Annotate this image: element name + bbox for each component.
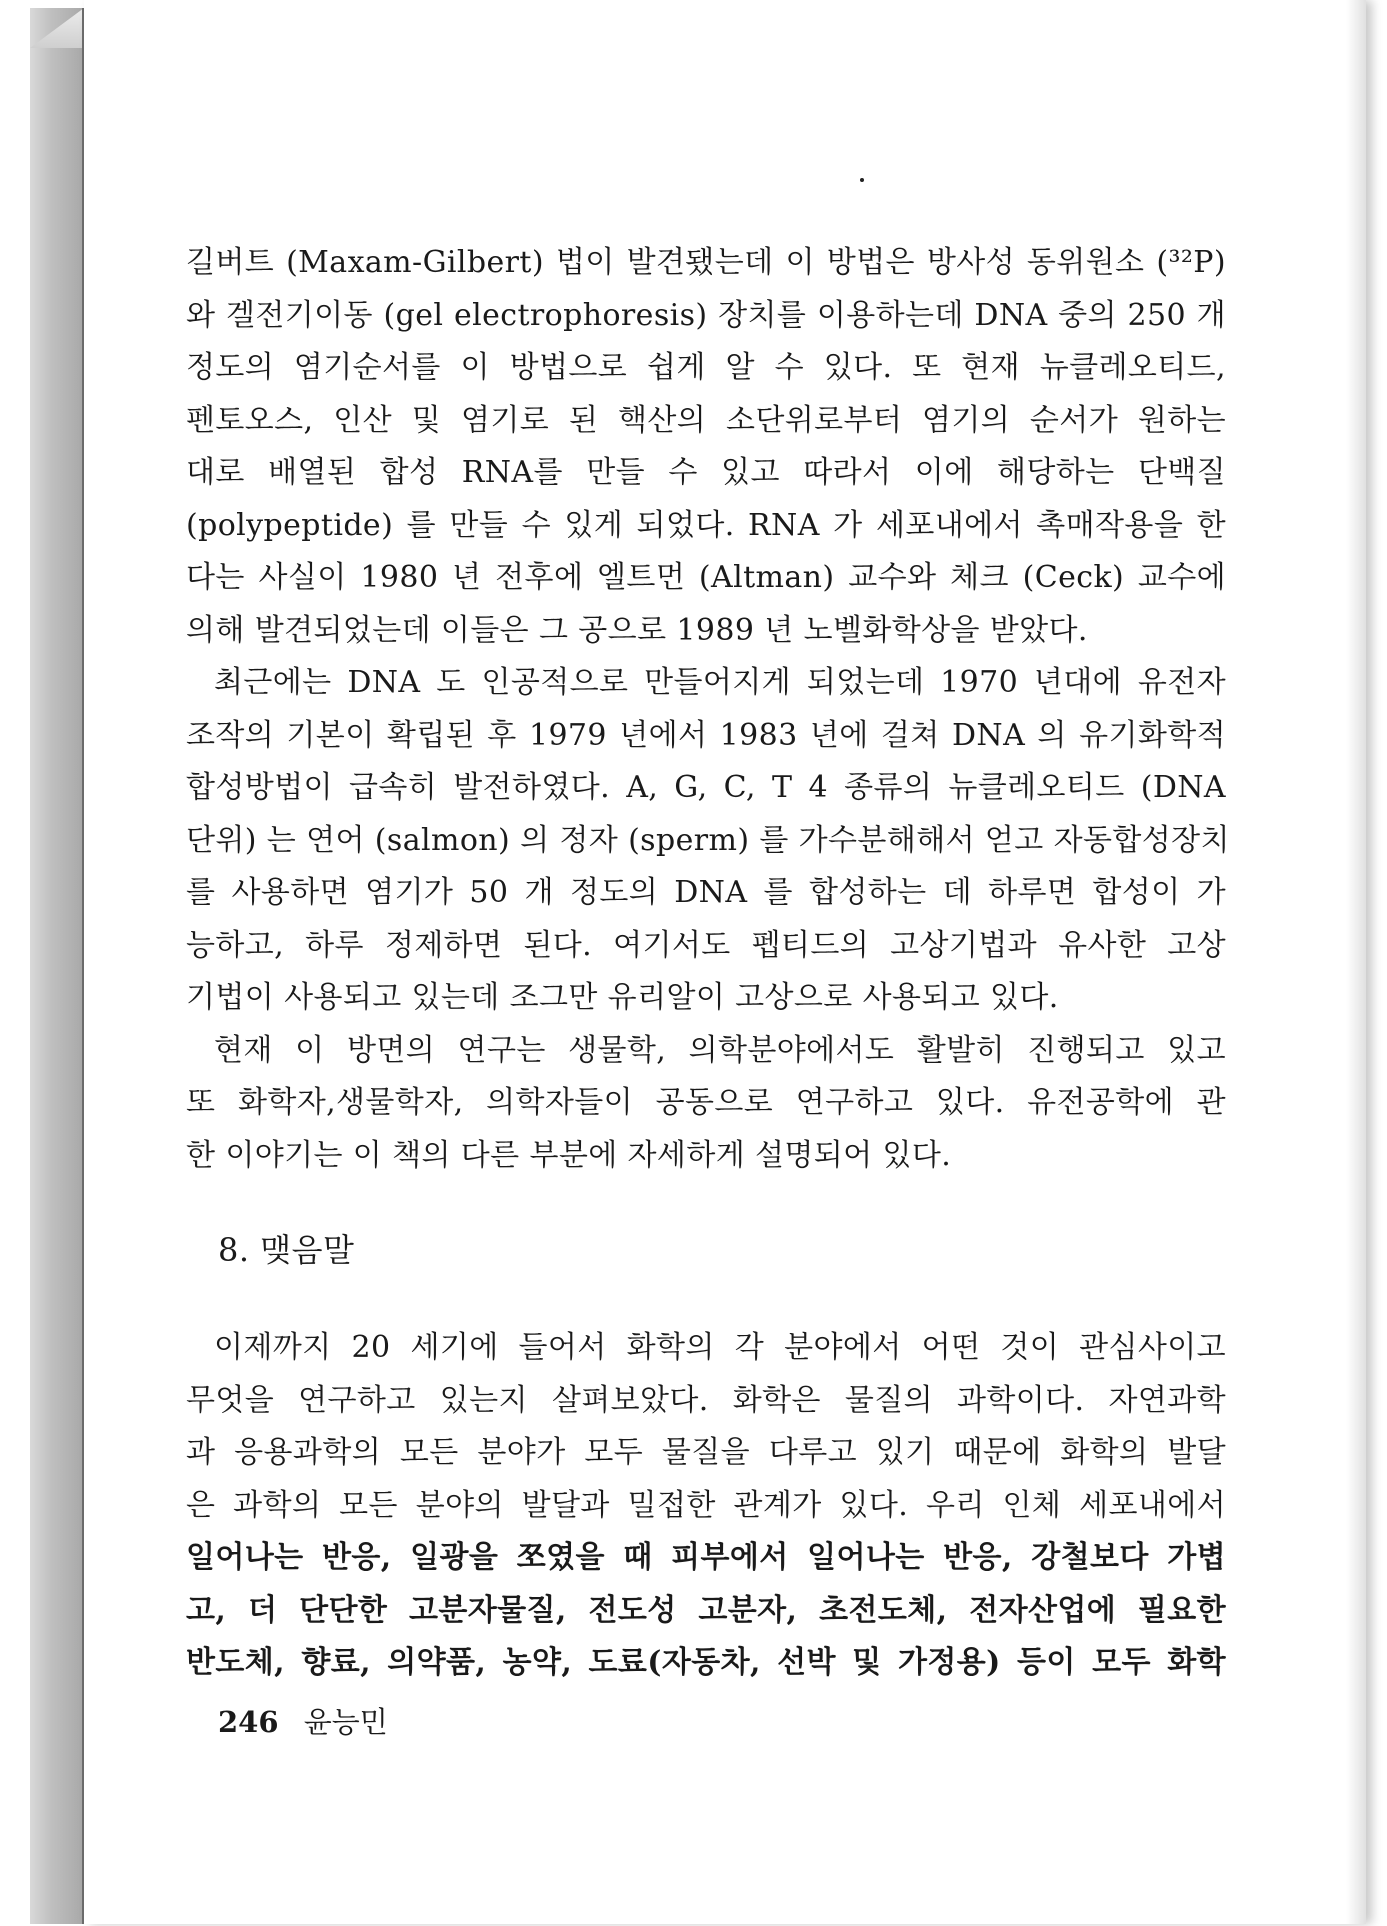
text-line: 정도의 염기순서를 이 방법으로 쉽게 알 수 있다. 또 현재 뉴클레오티드, [186, 350, 1226, 385]
text-line: 이제까지 20 세기에 들어서 화학의 각 분야에서 어떤 것이 관심사이고 [214, 1330, 1226, 1365]
text-line: 다는 사실이 1980 년 전후에 엘트먼 (Altman) 교수와 체크 (Ceck) 교수에 [186, 560, 1226, 595]
body-text-top [186, 237, 1230, 1182]
text-line: 합성방법이 급속히 발전하였다. A, G, C, T 4 종류의 뉴클레오티드 (DNA [186, 770, 1226, 805]
text-line: 를 사용하면 염기가 50 개 정도의 DNA 를 합성하는 데 하루면 합성이 가 [186, 875, 1226, 910]
text-line: 한 이야기는 이 책의 다른 부분에 자세하게 설명되어 있다. [186, 1137, 952, 1173]
text-line: 조작의 기본이 확립된 후 1979 년에서 1983 년에 걸쳐 DNA 의 유기화학적 [186, 717, 1226, 753]
text-line: 은 과학의 모든 분야의 발달과 밀접한 관계가 있다. 우리 인체 세포내에서 [186, 1487, 1226, 1523]
body-text-bottom [186, 1322, 1226, 1690]
text-line: 기법이 사용되고 있는데 조그만 유리알이 고상으로 사용되고 있다. [186, 980, 1059, 1015]
text-line: 무엇을 연구하고 있는지 살펴보았다. 화학은 물질의 과학이다. 자연과학 [186, 1382, 1226, 1418]
section-heading: 8. 맺음말 [218, 1231, 355, 1269]
page-edge-shadow [1346, 0, 1366, 1924]
text-line: 현재 이 방면의 연구는 생물학, 의학분야에서도 활발히 진행되고 있고 [214, 1032, 1226, 1068]
page-footer [218, 1700, 388, 1741]
text-line: 반도체, 향료, 의약품, 농약, 도료(자동차, 선박 및 가정용) 등이 모두 화학 [186, 1645, 1226, 1680]
author-name: 윤능민 [303, 1705, 388, 1739]
page-number: 246 [218, 1705, 279, 1739]
text-line: 최근에는 DNA 도 인공적으로 만들어지게 되었는데 1970 년대에 유전자 [214, 665, 1226, 700]
text-line: 고, 더 단단한 고분자물질, 전도성 고분자, 초전도체, 전자산업에 필요한 [186, 1592, 1226, 1628]
text-line: 또 화학자,생물학자, 의학자들이 공동으로 연구하고 있다. 유전공학에 관 [186, 1085, 1226, 1120]
text-line: 단위) 는 연어 (salmon) 의 정자 (sperm) 를 가수분해해서 얻고 자동합성장치 [186, 822, 1230, 858]
text-line: 대로 배열된 합성 RNA를 만들 수 있고 따라서 이에 해당하는 단백질 [186, 455, 1226, 490]
text-line: (polypeptide) 를 만들 수 있게 되었다. RNA 가 세포내에서 촉매작용을 한 [186, 507, 1226, 543]
text-line: 와 겔전기이동 (gel electrophoresis) 장치를 이용하는데 DNA 중의 250 개 [186, 297, 1226, 333]
book-spine [30, 8, 84, 1924]
text-line: 길버트 (Maxam-Gilbert) 법이 발견됐는데 이 방법은 방사성 동위원소 (³²P) [186, 245, 1226, 280]
text-line: 능하고, 하루 정제하면 된다. 여기서도 펩티드의 고상기법과 유사한 고상 [186, 927, 1226, 963]
text-line: 일어나는 반응, 일광을 쪼였을 때 피부에서 일어나는 반응, 강철보다 가볍 [186, 1540, 1226, 1575]
text-line: 의해 발견되었는데 이들은 그 공으로 1989 년 노벨화학상을 받았다. [186, 612, 1088, 648]
print-speck [860, 178, 864, 182]
text-line: 펜토오스, 인산 및 염기로 된 핵산의 소단위로부터 염기의 순서가 원하는 [186, 402, 1226, 438]
text-line: 과 응용과학의 모든 분야가 모두 물질을 다루고 있기 때문에 화학의 발달 [186, 1435, 1226, 1470]
